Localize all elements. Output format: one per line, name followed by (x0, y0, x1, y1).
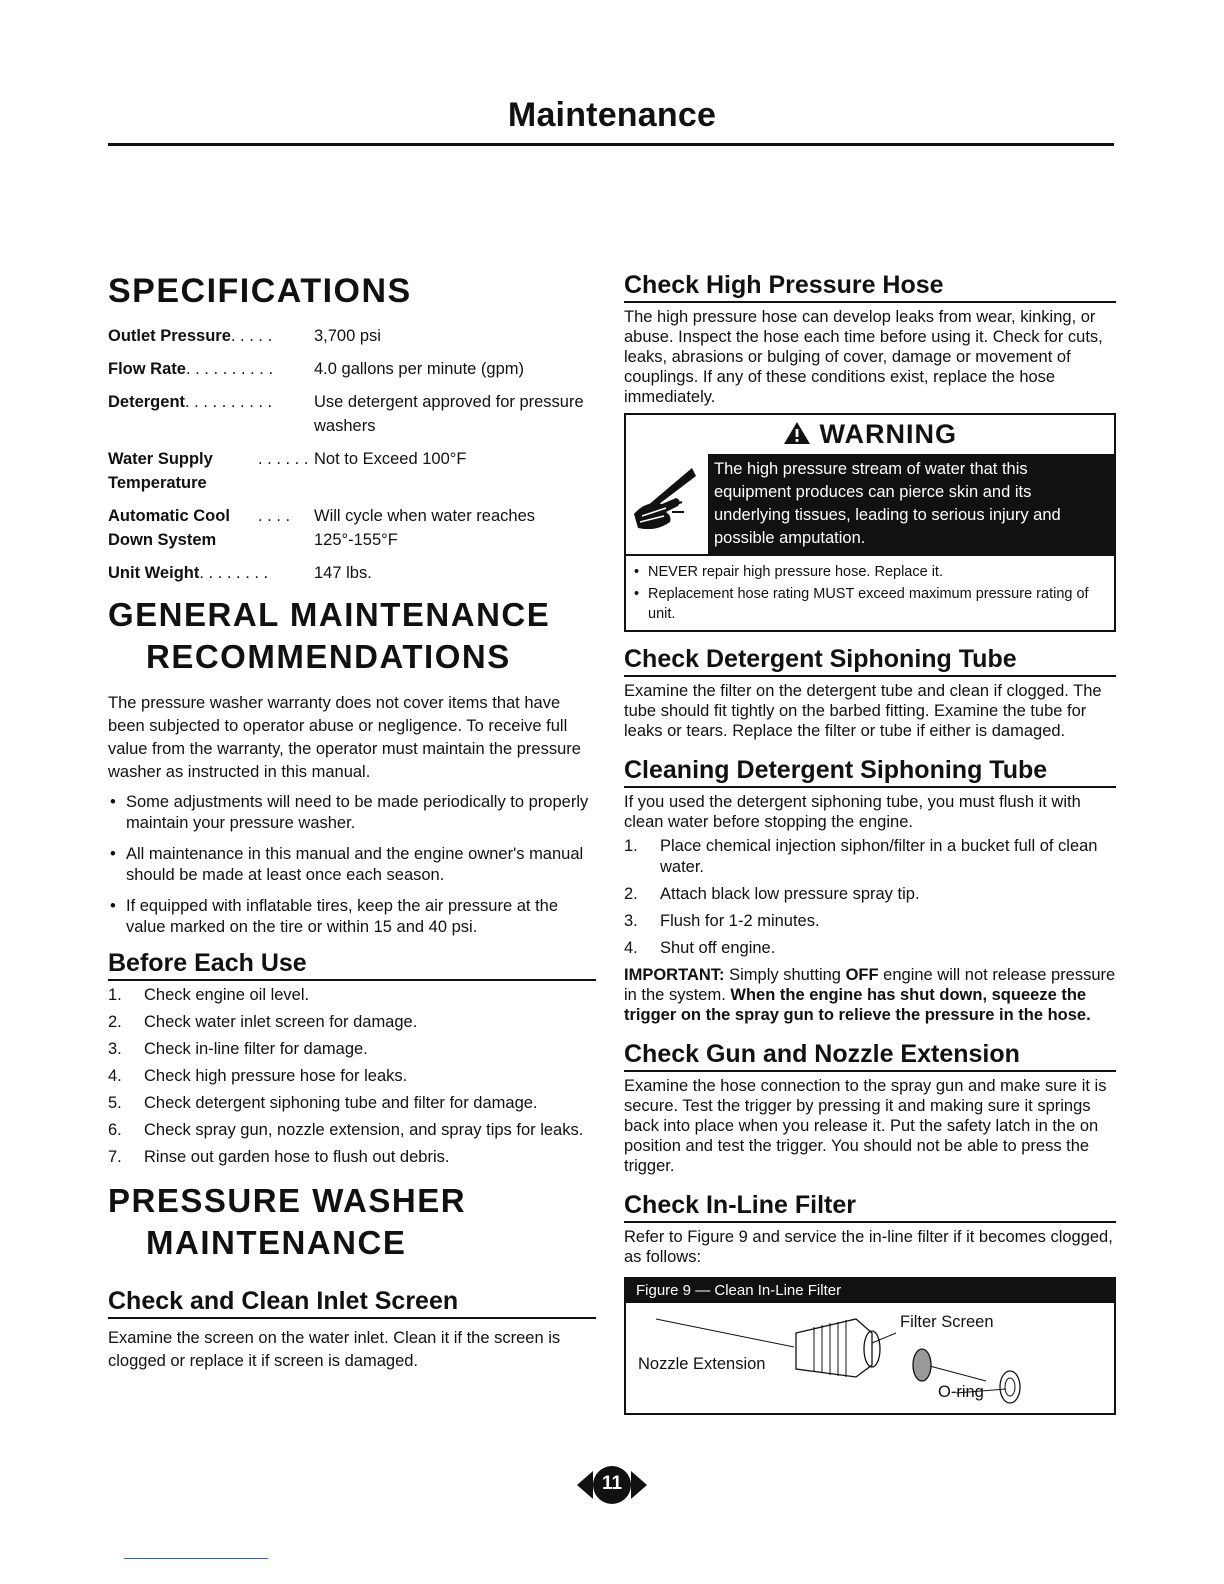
spec-label: Automatic Cool Down System (108, 507, 230, 549)
important-text-a: Simply shutting (724, 966, 846, 984)
pwm-heading-line1: PRESSURE WASHER (108, 1182, 467, 1219)
list-text: Attach black low pressure spray tip. (660, 885, 920, 903)
list-text: Flush for 1-2 minutes. (660, 912, 820, 930)
pressure-washer-maintenance-heading (108, 1180, 596, 1264)
spec-label: Outlet Pressure (108, 327, 231, 345)
general-intro: The pressure washer warranty does not cover items that have been subjected to operator abuse or negligence. To receive full value from the warranty, the operator must maintain the pressure washer as instructed in this manual. (108, 694, 581, 781)
spec-value: 4.0 gallons per minute (gpm) (314, 360, 525, 378)
spec-value: Not to Exceed 100°F (314, 450, 467, 468)
inline-filter-text: Refer to Figure 9 and service the in-line filter if it becomes clogged, as follows: (624, 1228, 1113, 1266)
spec-dots: . . . . . . . . . . (185, 393, 273, 411)
spec-dots: . . . . (258, 507, 291, 525)
spec-dots: . . . . . . . . . . (185, 360, 274, 378)
list-text: Shut off engine. (660, 939, 776, 957)
cleaning-siphon-list (624, 836, 1116, 959)
spec-dots: . . . . . (230, 327, 273, 345)
warning-triangle-icon (783, 421, 811, 445)
list-item: • Some adjustments will need to be made periodically to properly maintain your pressure washer. (108, 792, 596, 834)
figure-9 (624, 1277, 1116, 1415)
spec-label: Unit Weight (108, 564, 200, 582)
list-item (108, 1066, 596, 1087)
cleaning-siphon-heading: Cleaning Detergent Siphoning Tube (624, 755, 1116, 788)
important-text-b: engine will not release pressure in the system. (624, 966, 1116, 1004)
list-item (108, 1147, 596, 1168)
list-text: Check detergent siphoning tube and filter for damage. (144, 1094, 538, 1112)
page-number-badge (577, 1465, 647, 1505)
warning-header (626, 415, 1114, 454)
spec-value: Will cycle when water reaches 125°-155°F (314, 507, 535, 549)
important-note (624, 965, 1116, 1025)
list-item (108, 1039, 596, 1060)
list-item: • Replacement hose rating MUST exceed maximum pressure rating of unit. (632, 584, 1108, 624)
list-item (624, 836, 1116, 878)
list-text: Rinse out garden hose to flush out debris. (144, 1148, 450, 1166)
spec-row (108, 390, 596, 438)
spec-row (108, 561, 596, 585)
list-number: 4. (624, 939, 638, 957)
label-o-ring: O-ring (938, 1383, 984, 1401)
list-number: 2. (624, 885, 638, 903)
right-column (624, 270, 1116, 1415)
specifications-heading: SPECIFICATIONS (108, 272, 412, 310)
list-number: 6. (108, 1121, 122, 1139)
general-heading-line2: RECOMMENDATIONS (146, 638, 511, 675)
page-title: Maintenance (507, 96, 717, 134)
list-item: • All maintenance in this manual and the engine owner's manual should be made at least once each season. (108, 844, 596, 886)
pwm-heading-line2: MAINTENANCE (146, 1224, 407, 1261)
spec-value: 147 lbs. (314, 564, 372, 582)
high-pressure-hose-text: The high pressure hose can develop leaks from wear, kinking, or abuse. Inspect the hose each time before using it. Check for cuts, leaks, abrasions or bulging of cover, damage or movement of couplings. If any of these conditions exist, replace the hose immediately. (624, 308, 1103, 406)
list-text: Check high pressure hose for leaks. (144, 1067, 408, 1085)
bottom-link-underline (124, 1558, 268, 1559)
before-each-use-list (108, 985, 596, 1168)
spec-row (108, 447, 596, 495)
list-text: Place chemical injection siphon/filter in a bucket full of clean water. (660, 837, 1098, 876)
list-item (624, 938, 1116, 959)
gun-nozzle-heading: Check Gun and Nozzle Extension (624, 1039, 1116, 1072)
warning-text: The high pressure stream of water that this equipment produces can pierce skin and its underlying tissues, leading to serious injury and possible amputation. (708, 454, 1114, 554)
important-label: IMPORTANT: (624, 966, 725, 984)
spec-row (108, 324, 596, 348)
before-each-use-heading: Before Each Use (108, 948, 596, 981)
spec-value: Use detergent approved for pressure washers (314, 393, 584, 435)
figure-caption: Figure 9 — Clean In-Line Filter (626, 1279, 1114, 1303)
cleaning-siphon-intro: If you used the detergent siphoning tube, you must flush it with clean water before stopping the engine. (624, 793, 1081, 831)
list-number: 1. (624, 837, 638, 855)
spec-value: 3,700 psi (314, 327, 381, 345)
list-item (108, 1093, 596, 1114)
spec-label: Water Supply Temperature (108, 450, 213, 492)
label-filter-screen: Filter Screen (900, 1313, 994, 1331)
skin-injection-hazard-icon (626, 454, 708, 554)
list-item: • NEVER repair high pressure hose. Replace it. (632, 562, 1108, 582)
siphon-tube-heading: Check Detergent Siphoning Tube (624, 644, 1116, 677)
list-item (624, 911, 1116, 932)
figure-body (626, 1303, 1114, 1413)
list-item (108, 1012, 596, 1033)
list-item (108, 985, 596, 1006)
spec-label: Flow Rate (108, 360, 186, 378)
list-text: Check water inlet screen for damage. (144, 1013, 418, 1031)
gun-nozzle-text: Examine the hose connection to the spray gun and make sure it is secure. Test the trigger by pressing it and making sure it springs back into place when you release it. Put the safety latch in the on position and test the trigger. You should not be able to press the trigger. (624, 1077, 1107, 1175)
list-number: 3. (624, 912, 638, 930)
inlet-screen-heading: Check and Clean Inlet Screen (108, 1286, 596, 1319)
list-item: • If equipped with inflatable tires, keep the air pressure at the value marked on the tire or within 15 and 40 psi. (108, 896, 596, 938)
important-off: OFF (845, 966, 879, 984)
label-nozzle-extension: Nozzle Extension (638, 1355, 766, 1373)
warning-title: WARNING (819, 419, 957, 449)
title-rule (108, 143, 1114, 146)
spec-row (108, 504, 596, 552)
general-bullets (108, 792, 596, 938)
spec-table (108, 324, 596, 585)
warning-body (626, 454, 1114, 554)
spec-dots: . . . . . . (258, 450, 309, 468)
list-item (624, 884, 1116, 905)
general-heading-line1: GENERAL MAINTENANCE (108, 596, 551, 633)
list-number: 5. (108, 1094, 122, 1112)
list-text: Check spray gun, nozzle extension, and spray tips for leaks. (144, 1121, 584, 1139)
spec-dots: . . . . . . . . (199, 564, 269, 582)
list-number: 7. (108, 1148, 122, 1166)
inlet-screen-text: Examine the screen on the water inlet. Clean it if the screen is clogged or replace it if screen is damaged. (108, 1329, 561, 1370)
left-column (108, 270, 596, 1373)
list-number: 4. (108, 1067, 122, 1085)
warning-bullets (626, 554, 1114, 630)
spec-row (108, 357, 596, 381)
spec-label: Detergent (108, 393, 186, 411)
list-number: 3. (108, 1040, 122, 1058)
warning-box (624, 413, 1116, 632)
list-number: 1. (108, 986, 122, 1004)
siphon-tube-text: Examine the filter on the detergent tube and clean if clogged. The tube should fit tightly on the barbed fitting. Examine the tube for leaks or tears. Replace the filter or tube if either is damaged. (624, 682, 1102, 740)
inline-filter-heading: Check In-Line Filter (624, 1190, 1116, 1223)
list-text: Check in-line filter for damage. (144, 1040, 368, 1058)
high-pressure-hose-heading: Check High Pressure Hose (624, 270, 1116, 303)
general-maintenance-heading (108, 594, 596, 678)
list-text: Check engine oil level. (144, 986, 310, 1004)
list-number: 2. (108, 1013, 122, 1031)
page-number: 11 (601, 1473, 623, 1494)
important-bold: When the engine has shut down, squeeze the trigger on the spray gun to relieve the pressure in the hose. (624, 986, 1091, 1024)
list-item (108, 1120, 596, 1141)
